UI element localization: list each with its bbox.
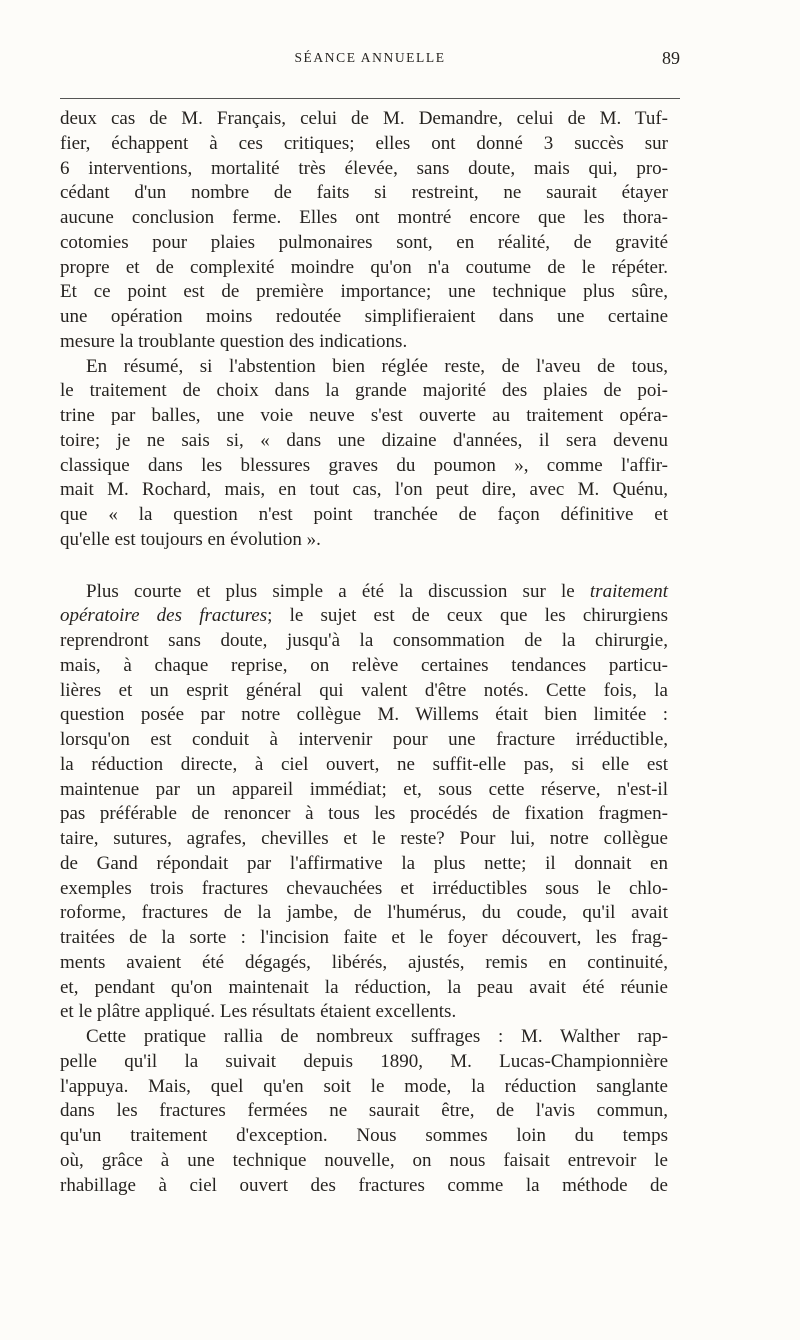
paragraph-1 (60, 107, 668, 355)
text-line: et le plâtre appliqué. Les résultats étaient excellents. (60, 1001, 457, 1023)
text-line (60, 580, 668, 605)
text-line: 6 interventions, mortalité très élevée, sans doute, mais qui, pro- (60, 157, 668, 179)
paragraph-3 (60, 580, 668, 1026)
text-line: dans les fractures fermées ne saurait être, de l'avis commun, (60, 1100, 668, 1122)
text-line: trine par balles, une voie neuve s'est ouverte au traitement opéra- (60, 405, 668, 426)
text-line: roforme, fractures de la jambe, de l'humérus, du coude, qu'il avait (60, 902, 668, 924)
text-line: mait M. Rochard, mais, en tout cas, l'on peut dire, avec M. Quénu, (60, 479, 668, 501)
text-line: question posée par notre collègue M. Willems était bien limitée : (60, 704, 668, 726)
text-line: mesure la troublante question des indications. (60, 330, 408, 352)
text-line: pas préférable de renoncer à tous les procédés de fixation fragmen- (60, 803, 668, 825)
text-line: mais, à chaque reprise, on relève certaines tendances particu- (60, 654, 668, 676)
text-line: la réduction directe, à ciel ouvert, ne suffit-elle pas, si elle est (60, 753, 668, 775)
text-line: maintenue par un appareil immédiat; et, sous cette réserve, n'est-il (60, 778, 668, 800)
text-line: cédant d'un nombre de faits si restreint, ne saurait étayer (60, 182, 668, 204)
text-line: Cette pratique rallia de nombreux suffrages : M. Walther rap- (86, 1026, 668, 1047)
text-line: traitées de la sorte : l'incision faite et le foyer découvert, les frag- (60, 927, 668, 948)
text-line: fier, échappent à ces critiques; elles ont donné 3 succès sur (60, 132, 668, 154)
text-line (60, 604, 668, 629)
text-line: une opération moins redoutée simplifieraient dans une certaine (60, 306, 668, 327)
text-line: En résumé, si l'abstention bien réglée reste, de l'aveu de tous, (86, 355, 668, 377)
text-line: exemples trois fractures chevauchées et irréductibles sous le chlo- (60, 877, 668, 899)
section-gap (60, 553, 668, 580)
text-line: Et ce point est de première importance; une technique plus sûre, (60, 281, 668, 303)
body-text (60, 107, 668, 1198)
running-title: SÉANCE ANNUELLE (294, 50, 446, 65)
text-line: de Gand répondait par l'affirmative la plus nette; il donnait en (60, 852, 668, 874)
italic-phrase: opératoire des fractures (60, 605, 268, 627)
text-line: rhabillage à ciel ouvert des fractures comme la méthode de (60, 1174, 668, 1196)
text-line: et, pendant qu'on maintenait la réduction, la peau avait été réunie (60, 976, 668, 998)
text-line: reprendront sans doute, jusqu'à la consommation de la chirurgie, (60, 630, 668, 651)
text-line: qu'un traitement d'exception. Nous sommes loin du temps (60, 1125, 668, 1146)
page-header (60, 50, 680, 76)
text-line: cotomies pour plaies pulmonaires sont, en réalité, de gravité (60, 231, 668, 253)
paragraph-4 (60, 1025, 668, 1198)
italic-phrase: traitement (589, 580, 668, 602)
text-line: le traitement de choix dans la grande majorité des plaies de poi- (60, 380, 668, 402)
header-rule (60, 98, 680, 99)
text-line: lières et un esprit général qui valent d'être notés. Cette fois, la (60, 679, 668, 701)
text-line: taire, sutures, agrafes, chevilles et le reste? Pour lui, notre collègue (60, 828, 668, 849)
text-run: ; le sujet est de ceux que les chirurgiens (267, 605, 668, 627)
text-line: toire; je ne sais si, « dans une dizaine d'années, il sera devenu (60, 429, 668, 451)
text-line: qu'elle est toujours en évolution ». (60, 528, 321, 550)
text-line: deux cas de M. Français, celui de M. Demandre, celui de M. Tuf- (60, 108, 668, 129)
text-line: où, grâce à une technique nouvelle, on nous faisait entrevoir le (60, 1149, 668, 1171)
text-line: pelle qu'il la suivait depuis 1890, M. Lucas-Championnière (60, 1050, 668, 1072)
text-line: que « la question n'est point tranchée de façon définitive et (60, 504, 668, 525)
paragraph-2 (60, 355, 668, 553)
text-run: Plus courte et plus simple a été la discussion sur le (86, 580, 575, 602)
text-line: l'appuya. Mais, quel qu'en soit le mode, la réduction sanglante (60, 1075, 668, 1097)
page-number: 89 (662, 48, 680, 68)
text-line: propre et de complexité moindre qu'on n'a coutume de le répéter. (60, 256, 668, 278)
text-line: classique dans les blessures graves du poumon », comme l'affir- (60, 454, 668, 476)
text-line: ments avaient été dégagés, libérés, ajustés, remis en continuité, (60, 951, 668, 973)
text-line: aucune conclusion ferme. Elles ont montré encore que les thora- (60, 207, 668, 228)
text-line: lorsqu'on est conduit à intervenir pour une fracture irréductible, (60, 729, 668, 750)
